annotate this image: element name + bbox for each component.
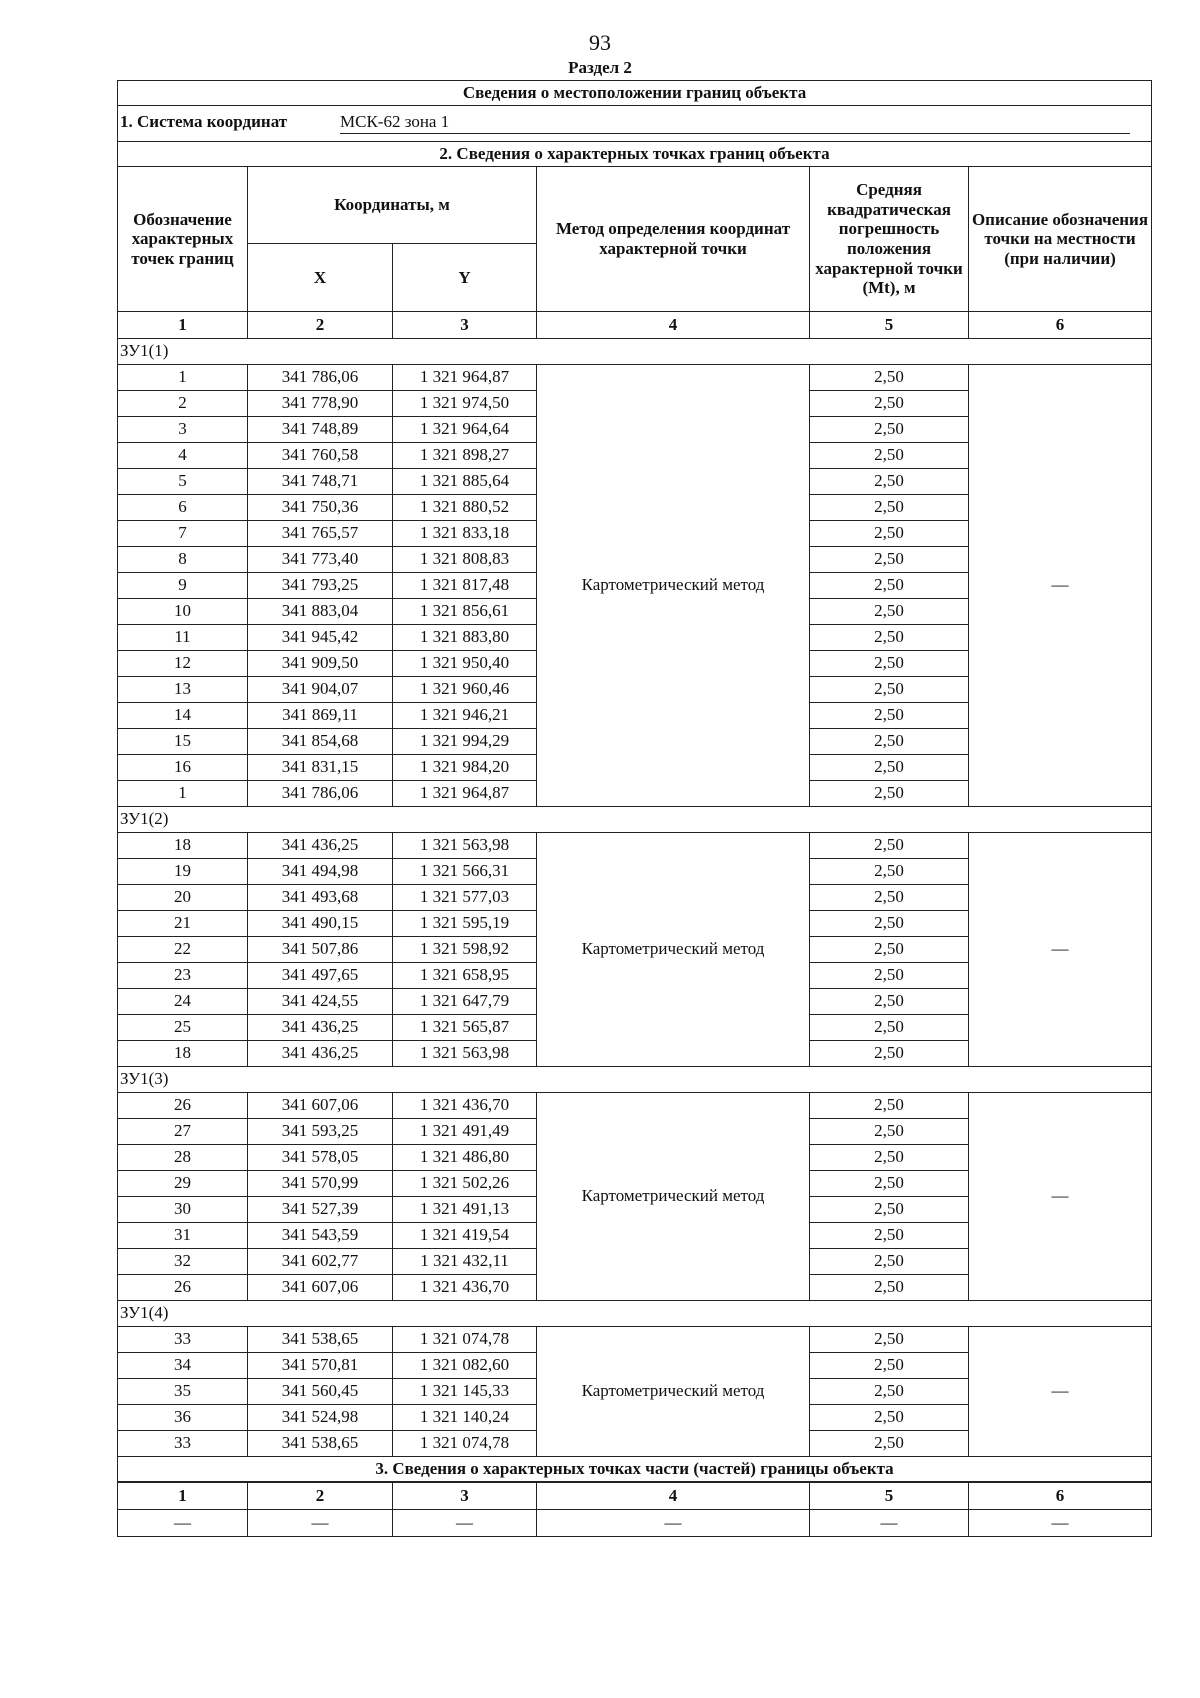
- error-value: 2,50: [810, 521, 969, 547]
- method-cell: Картометрический метод: [537, 833, 810, 1067]
- table-row: [118, 833, 1152, 859]
- point-number: 16: [118, 755, 248, 781]
- point-number: 26: [118, 1093, 248, 1119]
- point-number: 21: [118, 911, 248, 937]
- group-name: ЗУ1(2): [118, 807, 1152, 833]
- point-number: 28: [118, 1145, 248, 1171]
- method-cell: Картометрический метод: [537, 1327, 810, 1457]
- coord-y: 1 321 566,31: [393, 859, 537, 885]
- error-value: 2,50: [810, 911, 969, 937]
- coord-x: 341 793,25: [248, 573, 393, 599]
- group-name: ЗУ1(3): [118, 1067, 1152, 1093]
- coord-x: 341 883,04: [248, 599, 393, 625]
- error-value: 2,50: [810, 1249, 969, 1275]
- coord-x: 341 507,86: [248, 937, 393, 963]
- error-value: 2,50: [810, 547, 969, 573]
- point-number: 25: [118, 1015, 248, 1041]
- coord-y: 1 321 808,83: [393, 547, 537, 573]
- point-number: 5: [118, 469, 248, 495]
- coord-x: 341 524,98: [248, 1405, 393, 1431]
- coord-x: 341 945,42: [248, 625, 393, 651]
- error-value: 2,50: [810, 1431, 969, 1457]
- coord-y: 1 321 946,21: [393, 703, 537, 729]
- point-number: 1: [118, 365, 248, 391]
- coord-x: 341 570,99: [248, 1171, 393, 1197]
- error-value: 2,50: [810, 1041, 969, 1067]
- coord-y: 1 321 074,78: [393, 1431, 537, 1457]
- parts-title: 3. Сведения о характерных точках части (частей) границы объекта: [118, 1457, 1152, 1483]
- coord-x: 341 760,58: [248, 443, 393, 469]
- parts-cell: —: [537, 1510, 810, 1537]
- points-title: 2. Сведения о характерных точках границ объекта: [118, 142, 1152, 167]
- error-value: 2,50: [810, 625, 969, 651]
- point-number: 10: [118, 599, 248, 625]
- method-cell: Картометрический метод: [537, 1093, 810, 1301]
- error-value: 2,50: [810, 651, 969, 677]
- group-name: ЗУ1(4): [118, 1301, 1152, 1327]
- error-value: 2,50: [810, 1145, 969, 1171]
- error-value: 2,50: [810, 833, 969, 859]
- point-number: 2: [118, 391, 248, 417]
- point-number: 27: [118, 1119, 248, 1145]
- coord-y: 1 321 658,95: [393, 963, 537, 989]
- coord-x: 341 424,55: [248, 989, 393, 1015]
- header-designation: Обозначение характерных точек границ: [118, 167, 248, 312]
- point-number: 33: [118, 1327, 248, 1353]
- point-number: 3: [118, 417, 248, 443]
- error-value: 2,50: [810, 781, 969, 807]
- error-value: 2,50: [810, 1093, 969, 1119]
- error-value: 2,50: [810, 1379, 969, 1405]
- error-value: 2,50: [810, 885, 969, 911]
- coord-y: 1 321 491,49: [393, 1119, 537, 1145]
- col-number: 6: [969, 312, 1152, 339]
- point-number: 32: [118, 1249, 248, 1275]
- coord-x: 341 773,40: [248, 547, 393, 573]
- point-number: 30: [118, 1197, 248, 1223]
- coord-y: 1 321 563,98: [393, 833, 537, 859]
- coord-x: 341 493,68: [248, 885, 393, 911]
- point-number: 12: [118, 651, 248, 677]
- error-value: 2,50: [810, 495, 969, 521]
- coord-x: 341 869,11: [248, 703, 393, 729]
- coord-x: 341 778,90: [248, 391, 393, 417]
- point-number: 36: [118, 1405, 248, 1431]
- point-number: 19: [118, 859, 248, 885]
- point-number: 9: [118, 573, 248, 599]
- coord-system-row: [118, 106, 1152, 142]
- point-number: 4: [118, 443, 248, 469]
- coord-x: 341 436,25: [248, 1041, 393, 1067]
- col-number: 1: [118, 312, 248, 339]
- parts-cell: —: [810, 1510, 969, 1537]
- coord-x: 341 748,89: [248, 417, 393, 443]
- section-title: Раздел 2: [568, 58, 632, 77]
- error-value: 2,50: [810, 1353, 969, 1379]
- point-number: 1: [118, 781, 248, 807]
- coord-y: 1 321 082,60: [393, 1353, 537, 1379]
- header-error: Средняя квадратическая погрешность положения характерной точки (Mt), м: [810, 167, 969, 312]
- error-value: 2,50: [810, 703, 969, 729]
- error-value: 2,50: [810, 677, 969, 703]
- point-number: 11: [118, 625, 248, 651]
- coord-y: 1 321 419,54: [393, 1223, 537, 1249]
- coord-y: 1 321 140,24: [393, 1405, 537, 1431]
- coord-x: 341 538,65: [248, 1327, 393, 1353]
- coord-y: 1 321 563,98: [393, 1041, 537, 1067]
- header-method: Метод определения координат характерной точки: [537, 167, 810, 312]
- coord-y: 1 321 964,87: [393, 781, 537, 807]
- error-value: 2,50: [810, 859, 969, 885]
- coord-x: 341 494,98: [248, 859, 393, 885]
- parts-cell: —: [118, 1510, 248, 1537]
- col-number: 3: [393, 312, 537, 339]
- coord-y: 1 321 964,64: [393, 417, 537, 443]
- header-x: X: [248, 244, 393, 312]
- point-number: 13: [118, 677, 248, 703]
- error-value: 2,50: [810, 729, 969, 755]
- error-value: 2,50: [810, 1275, 969, 1301]
- coord-y: 1 321 577,03: [393, 885, 537, 911]
- coord-x: 341 854,68: [248, 729, 393, 755]
- error-value: 2,50: [810, 755, 969, 781]
- coord-x: 341 560,45: [248, 1379, 393, 1405]
- error-value: 2,50: [810, 1327, 969, 1353]
- group-name: ЗУ1(1): [118, 339, 1152, 365]
- coord-y: 1 321 647,79: [393, 989, 537, 1015]
- point-number: 22: [118, 937, 248, 963]
- coord-y: 1 321 486,80: [393, 1145, 537, 1171]
- error-value: 2,50: [810, 417, 969, 443]
- header-description: Описание обозначения точки на местности (при наличии): [969, 167, 1152, 312]
- coord-x: 341 497,65: [248, 963, 393, 989]
- coord-x: 341 786,06: [248, 781, 393, 807]
- point-number: 35: [118, 1379, 248, 1405]
- coord-x: 341 831,15: [248, 755, 393, 781]
- coord-x: 341 602,77: [248, 1249, 393, 1275]
- coord-x: 341 909,50: [248, 651, 393, 677]
- col-number: 6: [969, 1482, 1152, 1510]
- method-cell: Картометрический метод: [537, 365, 810, 807]
- col-number: 3: [393, 1482, 537, 1510]
- coord-y: 1 321 817,48: [393, 573, 537, 599]
- header-y: Y: [393, 244, 537, 312]
- header-coords: Координаты, м: [248, 167, 537, 244]
- coord-y: 1 321 436,70: [393, 1093, 537, 1119]
- error-value: 2,50: [810, 391, 969, 417]
- point-number: 34: [118, 1353, 248, 1379]
- coord-y: 1 321 974,50: [393, 391, 537, 417]
- point-number: 31: [118, 1223, 248, 1249]
- table-row: [118, 1093, 1152, 1119]
- coord-y: 1 321 950,40: [393, 651, 537, 677]
- col-number: 4: [537, 1482, 810, 1510]
- coord-x: 341 436,25: [248, 1015, 393, 1041]
- coord-x: 341 750,36: [248, 495, 393, 521]
- coord-x: 341 527,39: [248, 1197, 393, 1223]
- error-value: 2,50: [810, 1015, 969, 1041]
- col-number: 5: [810, 312, 969, 339]
- error-value: 2,50: [810, 937, 969, 963]
- coord-system-label: 1. Система координат: [120, 112, 288, 132]
- error-value: 2,50: [810, 599, 969, 625]
- coord-y: 1 321 964,87: [393, 365, 537, 391]
- point-number: 26: [118, 1275, 248, 1301]
- col-number: 2: [248, 1482, 393, 1510]
- error-value: 2,50: [810, 1223, 969, 1249]
- point-number: 14: [118, 703, 248, 729]
- col-number: 4: [537, 312, 810, 339]
- description-cell: —: [969, 1327, 1152, 1457]
- point-number: 20: [118, 885, 248, 911]
- coord-x: 341 786,06: [248, 365, 393, 391]
- error-value: 2,50: [810, 573, 969, 599]
- coord-x: 341 436,25: [248, 833, 393, 859]
- coord-y: 1 321 833,18: [393, 521, 537, 547]
- point-number: 18: [118, 833, 248, 859]
- coord-x: 341 578,05: [248, 1145, 393, 1171]
- coord-y: 1 321 598,92: [393, 937, 537, 963]
- coord-x: 341 904,07: [248, 677, 393, 703]
- description-cell: —: [969, 365, 1152, 807]
- coord-y: 1 321 883,80: [393, 625, 537, 651]
- error-value: 2,50: [810, 1119, 969, 1145]
- coord-y: 1 321 885,64: [393, 469, 537, 495]
- coord-y: 1 321 432,11: [393, 1249, 537, 1275]
- coord-system-value: МСК-62 зона 1: [340, 113, 1130, 134]
- coord-x: 341 490,15: [248, 911, 393, 937]
- coord-y: 1 321 491,13: [393, 1197, 537, 1223]
- error-value: 2,50: [810, 989, 969, 1015]
- description-cell: —: [969, 833, 1152, 1067]
- point-number: 7: [118, 521, 248, 547]
- coord-x: 341 593,25: [248, 1119, 393, 1145]
- error-value: 2,50: [810, 1197, 969, 1223]
- coord-x: 341 607,06: [248, 1275, 393, 1301]
- point-number: 23: [118, 963, 248, 989]
- coord-y: 1 321 565,87: [393, 1015, 537, 1041]
- description-cell: —: [969, 1093, 1152, 1301]
- coord-y: 1 321 502,26: [393, 1171, 537, 1197]
- coord-y: 1 321 984,20: [393, 755, 537, 781]
- coord-x: 341 765,57: [248, 521, 393, 547]
- table-row: [118, 1327, 1152, 1353]
- coord-y: 1 321 856,61: [393, 599, 537, 625]
- point-number: 15: [118, 729, 248, 755]
- error-value: 2,50: [810, 365, 969, 391]
- table-row: [118, 365, 1152, 391]
- coord-x: 341 543,59: [248, 1223, 393, 1249]
- coord-y: 1 321 145,33: [393, 1379, 537, 1405]
- page-number: 93: [589, 30, 611, 55]
- table-title: Сведения о местоположении границ объекта: [118, 81, 1152, 106]
- coord-y: 1 321 880,52: [393, 495, 537, 521]
- coord-y: 1 321 436,70: [393, 1275, 537, 1301]
- point-number: 8: [118, 547, 248, 573]
- error-value: 2,50: [810, 469, 969, 495]
- coord-x: 341 538,65: [248, 1431, 393, 1457]
- error-value: 2,50: [810, 963, 969, 989]
- point-number: 18: [118, 1041, 248, 1067]
- col-number: 1: [118, 1482, 248, 1510]
- boundary-table: [117, 80, 1152, 1537]
- col-number: 5: [810, 1482, 969, 1510]
- coord-x: 341 570,81: [248, 1353, 393, 1379]
- coord-y: 1 321 595,19: [393, 911, 537, 937]
- col-number: 2: [248, 312, 393, 339]
- point-number: 33: [118, 1431, 248, 1457]
- point-number: 29: [118, 1171, 248, 1197]
- coord-y: 1 321 898,27: [393, 443, 537, 469]
- point-number: 24: [118, 989, 248, 1015]
- coord-x: 341 607,06: [248, 1093, 393, 1119]
- error-value: 2,50: [810, 1405, 969, 1431]
- parts-cell: —: [248, 1510, 393, 1537]
- parts-cell: —: [393, 1510, 537, 1537]
- error-value: 2,50: [810, 1171, 969, 1197]
- error-value: 2,50: [810, 443, 969, 469]
- coord-y: 1 321 074,78: [393, 1327, 537, 1353]
- parts-cell: —: [969, 1510, 1152, 1537]
- point-number: 6: [118, 495, 248, 521]
- coord-y: 1 321 960,46: [393, 677, 537, 703]
- coord-x: 341 748,71: [248, 469, 393, 495]
- coord-y: 1 321 994,29: [393, 729, 537, 755]
